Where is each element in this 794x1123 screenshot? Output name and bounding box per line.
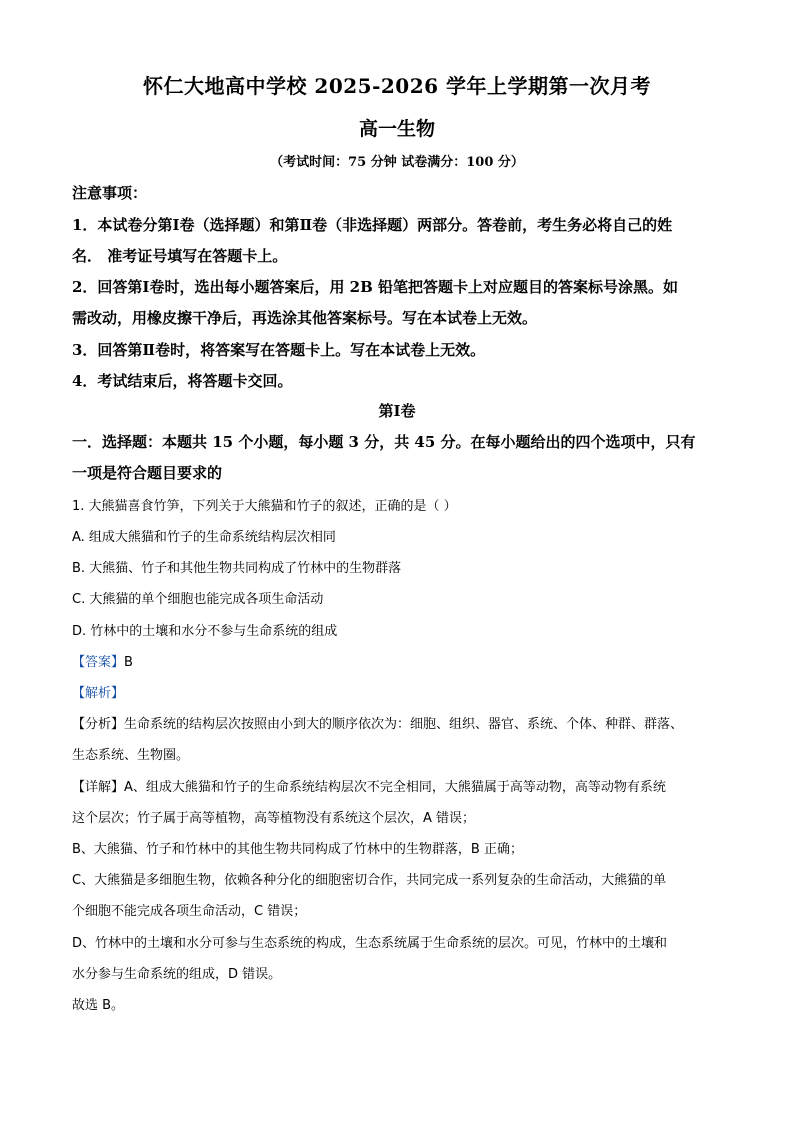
answer-tag: 【答案】 xyxy=(72,655,125,670)
detail-text: 个细胞不能完成各项生命活动，C 错误； xyxy=(72,904,307,919)
exam-subject: 高一生物 xyxy=(358,118,435,140)
detail-text: 水分参与生命系统的组成，D 错误。 xyxy=(72,967,282,982)
option-d: D. 竹林中的土壤和水分不参与生命系统的组成 xyxy=(72,624,338,639)
detail-text: D、竹林中的土壤和水分可参与生态系统的构成，生态系统属于生命系统的层次。可见，竹林中的土壤和 xyxy=(72,936,668,951)
fenxi-tag: 【分析】 xyxy=(72,717,125,732)
exam-info: （考试时间：75 分钟 试卷满分：100 分） xyxy=(270,155,524,170)
option-a: A. 组成大熊猫和竹子的生命系统结构层次相同 xyxy=(72,530,336,545)
detail-line xyxy=(72,776,728,795)
notice-item: 2．回答第Ⅰ卷时，选出每小题答案后，用 2B 铅笔把答题卡上对应题目的答案标号涂黑。如 xyxy=(72,278,679,296)
answer-value: B xyxy=(124,655,133,670)
fenxi-line xyxy=(72,713,728,732)
answer-line xyxy=(72,651,728,670)
detail-text: B、大熊猫、竹子和竹林中的其他生物共同构成了竹林中的生物群落，B 正确； xyxy=(72,842,523,857)
exam-title: 怀仁大地高中学校 2025-2026 学年上学期第一次月考 xyxy=(142,74,652,98)
fenxi-text: 生命系统的结构层次按照由小到大的顺序依次为：细胞、组织、器官、系统、个体、种群、群落、 xyxy=(124,717,684,732)
section-instruction: 一项是符合题目要求的 xyxy=(72,464,223,482)
analysis-tag: 【解析】 xyxy=(72,686,125,701)
conclusion-text: 故选 B。 xyxy=(72,998,125,1013)
fenxi-text: 生态系统、生物圈。 xyxy=(72,748,190,763)
notice-item: 名． 准考证号填写在答题卡上。 xyxy=(72,247,288,265)
detail-text: C、大熊猫是多细胞生物，依赖各种分化的细胞密切合作，共同完成一系列复杂的生命活动，大熊猫的单 xyxy=(72,873,667,888)
section-title: 第Ⅰ卷 xyxy=(378,402,416,420)
analysis-line xyxy=(72,682,728,701)
notice-item: 3．回答第Ⅱ卷时，将答案写在答题卡上。写在本试卷上无效。 xyxy=(72,341,486,359)
option-c: C. 大熊猫的单个细胞也能完成各项生命活动 xyxy=(72,592,324,607)
question-stem: 1. 大熊猫喜食竹笋，下列关于大熊猫和竹子的叙述，正确的是（ ） xyxy=(72,499,457,514)
notice-item: 需改动，用橡皮擦干净后，再选涂其他答案标号。写在本试卷上无效。 xyxy=(72,309,538,327)
notice-heading: 注意事项： xyxy=(72,184,148,202)
section-instruction: 一．选择题：本题共 15 个小题，每小题 3 分，共 45 分。在每小题给出的四个选项中，只有 xyxy=(72,433,696,451)
option-b: B. 大熊猫、竹子和其他生物共同构成了竹林中的生物群落 xyxy=(72,561,402,576)
detail-text: A、组成大熊猫和竹子的生命系统结构层次不完全相同，大熊猫属于高等动物，高等动物有系统 xyxy=(124,780,666,795)
detail-text: 这个层次；竹子属于高等植物，高等植物没有系统这个层次，A 错误； xyxy=(72,811,476,826)
detail-tag: 【详解】 xyxy=(72,780,125,795)
notice-item: 1．本试卷分第Ⅰ卷（选择题）和第Ⅱ卷（非选择题）两部分。答卷前，考生务必将自己的姓 xyxy=(72,216,673,234)
notice-item: 4．考试结束后，将答题卡交回。 xyxy=(72,372,293,390)
